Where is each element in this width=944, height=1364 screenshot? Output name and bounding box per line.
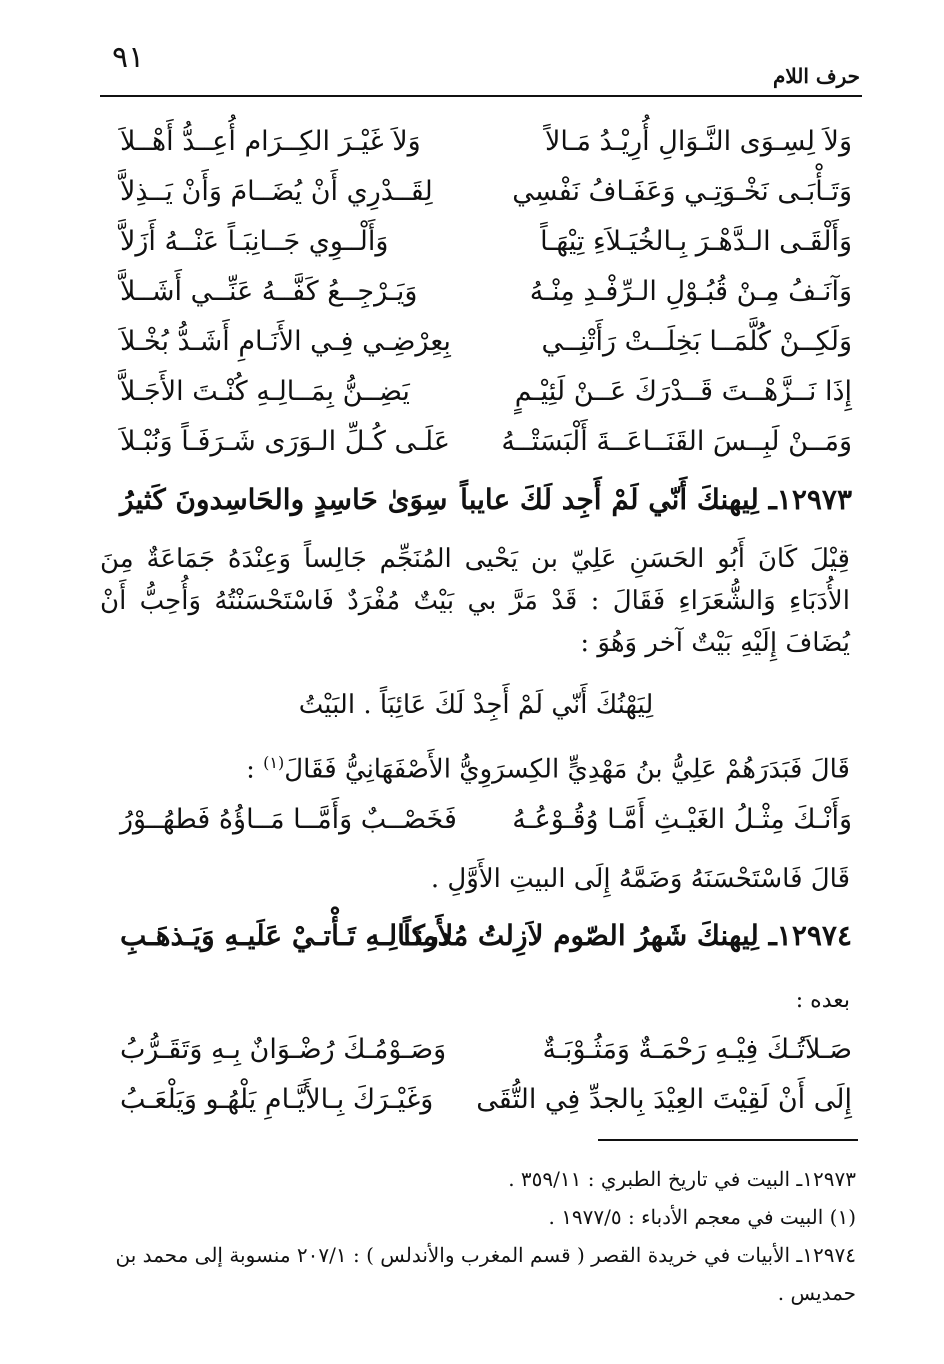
verse-first-hemistich: وَآنَـفُ مِـنْ قُبُـوْلِ الـرِّفْـدِ مِنْـهُ: [529, 276, 852, 307]
verse-second-hemistich: وَيَـرْجِــعُ كَفَّــهُ عَنِّــي أَشَــلاَّ: [120, 276, 418, 307]
verse-first-hemistich: وَأَنْـكَ مِثْـلُ الغَيْـثِ أَمَّـا وُقُـوْعُـهُ: [512, 804, 852, 835]
verse-first-hemistich: وَأَلْقَـى الـدَّهْـرَ بِـالخُيَـلاَءِ تِيْهَـاً: [540, 226, 852, 257]
header-divider: [100, 95, 862, 97]
entry-first-hemistich: ١٢٩٧٣ـ لِيهنكَ أَنّي لَمْ أَجِد لَكَ عايباً: [460, 483, 852, 516]
footnote-divider: [598, 1139, 858, 1141]
narration-text: قَالَ فَبَدَرَهُمْ عَلِيُّ بنُ مَهْدِيٍّ الكِسرَوِيُّ الأَصْفَهَانِيُّ فَقَالَ: [284, 754, 850, 785]
verse-first-hemistich: وَلاَ لِسِـوَى النَّـوَالِ أُرِيْـدُ مَـالاً: [544, 126, 852, 157]
verse-second-hemistich: بِعِرْضِـي فِـي الأَنَـامِ أَشَـدُّ بُخْـلاَ: [120, 326, 451, 357]
verse-second-hemistich: وَصَـوْمُـكَ رُضْـوَانٌ بِـهِ وَتَقَـرُّبُ: [120, 1034, 447, 1065]
verse-second-hemistich: وَلاَ غَيْـرَ الكِــرَام أُعِــدُّ أَهْــلاَ: [120, 126, 421, 157]
verse-first-hemistich: وَتَـأْبَـى نَخْـوَتِـي وَعَفَـافُ نَفْسِي: [512, 176, 852, 207]
verse-second-hemistich: فَخَصْــبٌ وَأَمَّــا مَــاؤُهُ فَطهُــوْرُ: [120, 804, 457, 835]
chapter-title: حرف اللام: [772, 64, 860, 88]
entry-first-hemistich: ١٢٩٧٤ـ لِيهنكَ شَهرُ الصّوم لاَزِلتُ مُدركاً: [403, 919, 852, 952]
verse-second-hemistich: لِقَــدْرِي أَنْ يُضَــامَ وَأَنْ يَــذِلاَّ: [120, 176, 433, 207]
entry-second-hemistich: لأَمثـالِـهِ تَـأْتـيْ عَلَيـهِ وَيَـذهَـبِ: [120, 919, 454, 952]
closing-line: قَالَ فَاسْتَحْسَنَهُ وَضَمَّهُ إِلَى البيتِ الأَوَّلِ .: [430, 864, 850, 894]
verse-first-hemistich: وَلَكِــنْ كُلَّمَــا بَخِلَــتْ رَأَتْنِــي: [541, 326, 852, 357]
after-label: بعده :: [795, 988, 850, 1013]
verse-first-hemistich: وَمَــنْ لَبِــسَ القَنَــاعَــةَ أَلْبَسَتْــهُ: [501, 426, 852, 457]
narration-colon: :: [246, 754, 264, 785]
entry-second-hemistich: سِوَىٰ حَاسِدٍ والحَاسِدونَ كَثيرُ: [120, 483, 448, 516]
verse-first-hemistich: إِلَى أَنْ لَقِيْتَ العِيْدَ بِالجدِّ فِي التُّقَى: [476, 1084, 852, 1115]
quoted-verse: لِيَهْنُكَ أَنّي لَمْ أَجِدْ لَكَ عَائِبَاً . البَيْتُ: [298, 690, 654, 720]
verse-first-hemistich: إِذَا نَــزَّهْــتَ قَــدْرَكَ عَــنْ لَئِيْـمٍ: [514, 376, 852, 407]
footnote: ١٢٩٧٤ـ الأبيات في خريدة القصر ( قسم المغرب والأندلس ) : ٢٠٧/١ منسوبة إلى محمد بن: [115, 1243, 856, 1267]
verse-second-hemistich: يَضِــنُّ بِمَــالِـهِ كُنْـتَ الأَجَـلاَّ: [120, 376, 410, 407]
footnote-marker: (١): [263, 753, 285, 772]
verse-first-hemistich: صَـلاَتُـكَ فِيْـهِ رَحْمَـةٌ وَمَثُـوْبَـةٌ: [542, 1034, 852, 1065]
narration-line: [100, 742, 850, 791]
footnote-continuation: حمديس .: [777, 1281, 856, 1305]
page-number: ٩١: [112, 40, 145, 75]
footnote: ١٢٩٧٣ـ البيت في تاريخ الطبري : ٣٥٩/١١ .: [508, 1167, 856, 1191]
verse-second-hemistich: عَلَـى كُـلِّ الـوَرَى شَـرَفَـاً وَنُبْـلاَ: [120, 426, 450, 457]
verse-second-hemistich: وَغَيْـرَكَ بِـالأَيَّـامِ يَلْهُـو وَيَلْعَـبُ: [120, 1084, 434, 1115]
entry-prose: قِيْلَ كَانَ أَبُو الحَسَنِ عَلِيّ بن يَحْيى المُنَجِّم جَالِساً وَعِنْدَهُ جَمَاعَةٌ مِنَ الأُدَبَاءِ وَالشُّعَرَاءِ فَقَالَ : قَدْ مَرَّ بي بَيْتٌ مُفْرَدٌ فَاسْتَحْسَنْتُهُ وَأُحِبُّ أَنْ يُضَافَ إِلَيْهِ بَيْتٌ آخر وَهُوَ :: [100, 544, 850, 658]
verse-second-hemistich: وَأَلْــوِي جَــانِبَـاً عَنْــهُ أَزَلاَّ: [120, 226, 389, 257]
footnote: (١) البيت في معجم الأدباء : ١٩٧٧/٥ .: [548, 1205, 856, 1229]
